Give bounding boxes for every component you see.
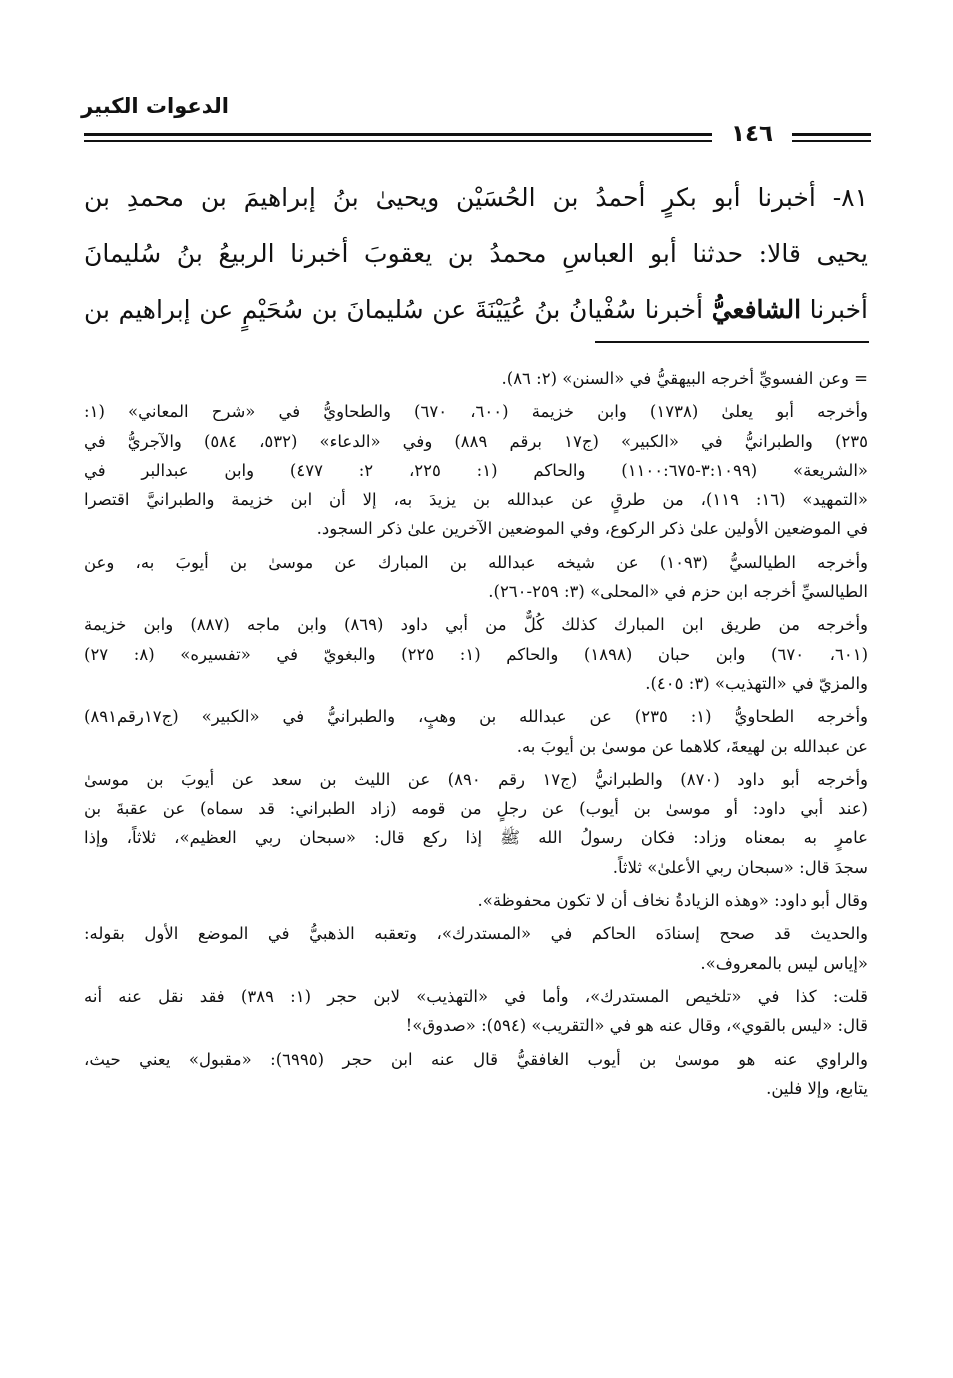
footnote-line: «الشريعة» (٣:١٠٩٩-١١٠٠:٦٧٥) والحاكم (١: ٢٢٥، ٢: ٤٧٧) وابن عبدالبر في bbox=[84, 460, 868, 480]
footnote-line: في الموضعين الأولين علىٰ ذكر الركوع، وفي الموضعين الآخرين علىٰ ذكر السجود. bbox=[316, 519, 868, 539]
footnote-paragraph bbox=[84, 765, 868, 882]
shafii-bold-name: الشافعيُّ bbox=[711, 295, 802, 324]
footnote-line: وقال أبو داود: «وهذه الزيادةُ نخاف أن لا تكون محفوظة». bbox=[477, 891, 868, 911]
footnote-separator bbox=[595, 341, 869, 343]
footnote-line: يتابع، وإلا فلين. bbox=[766, 1078, 868, 1098]
footnote-line: وأخرجه الطيالسيُّ (١٠٩٣) عن شيخه عبدالله بن المبارك عن موسىٰ بن أيوبَ به، وعن bbox=[84, 552, 868, 572]
footnote-line: ٢٣٥) والطبرانيُّ في «الكبير» (ج١٧ برقم ٨٨٩) وفي «الدعاء» (٥٣٢، ٥٨٤) والآجريُّ في bbox=[84, 431, 868, 451]
footnote-line: وأخرجه أبو يعلىٰ (١٧٣٨) وابن خزيمة (٦٠٠، ٦٧٠) والطحاويُّ في «شرح المعاني» (١: bbox=[84, 402, 868, 422]
footnote-line: الطيالسيِّ أخرجه ابن حزم في «المحلى» (٣: ٢٥٩-٢٦٠). bbox=[488, 582, 868, 602]
header-rule-long-bottom bbox=[84, 140, 712, 142]
footnotes bbox=[84, 364, 868, 1107]
footnote-line: سجدَ قال: «سبحان ربي الأعلىٰ» ثلاثاً. bbox=[612, 857, 868, 877]
footnote-line: قال: «ليس بالقوي»، وقال عنه هو في «التقريب» (٥٩٤): «صدوق»! bbox=[405, 1016, 868, 1036]
footnote-paragraph bbox=[84, 548, 868, 607]
footnote-line: عامرٍ به بمعناه وزاد: فكان رسولُ الله ﷺ إذا ركع قال: «سبحان ربي العظيم»، ثلاثاً، وإذا bbox=[84, 828, 868, 848]
footnote-paragraph bbox=[84, 1045, 868, 1104]
footnote-line: والحديث قد صحح إسنادَه الحاكم في «المستدرك»، وتعقبه الذهبيُّ في الموضع الأول بقوله: bbox=[84, 924, 868, 944]
footnote-line: وأخرجه الطحاويُّ (١: ٢٣٥) عن عبدالله بن وهبٍ، والطبرانيُّ في «الكبير» (ج١٧رقم٨٩١) bbox=[84, 707, 868, 727]
header-rule-short-top bbox=[792, 133, 871, 136]
main-line-1: ٨١- أخبرنا أبو بكرٍ أحمدُ بن الحُسَيْن ويحيىٰ بنُ إبراهيمَ بن محمدِ بن bbox=[84, 183, 868, 212]
running-title: الدعوات الكبير bbox=[81, 94, 229, 118]
footnote-line: والراوي عنه هو موسىٰ بن أيوب الغافقيُّ قال عنه ابن حجر (٦٩٩٥): «مقبول» يعني حيث، bbox=[84, 1049, 868, 1069]
footnote-line: قلت: كذا في «تلخيص المستدرك»، وأما في «التهذيب» لابن حجر (١: ٣٨٩) فقد نقل عنه أنه bbox=[84, 986, 868, 1006]
footnote-line: «التمهيد» (١٦: ١١٩)، من طرقٍ عن عبدالله بن يزيدَ به، إلا أن ابن خزيمة والطبرانيَّ اقتصرا bbox=[84, 490, 868, 510]
footnote-line: والمزيّ في «التهذيب» (٣: ٤٠٥). bbox=[645, 673, 868, 693]
main-line-3-start: أخبرنا bbox=[801, 295, 868, 324]
footnote-line: وأخرجه أبو داود (٨٧٠) والطبرانيُّ (ج١٧ رقم ٨٩٠) عن الليث بن سعد عن أيوبَ بن موسىٰ bbox=[84, 769, 868, 789]
footnote-paragraph bbox=[84, 982, 868, 1041]
main-line-3-end: أخبرنا سُفْيانُ بنُ عُيَيْنَةَ عن سُليمانَ بن سُحَيْمٍ عن إبراهيم بن bbox=[84, 295, 712, 324]
footnote-paragraph bbox=[84, 919, 868, 978]
footnote-paragraph bbox=[84, 610, 868, 698]
footnote-paragraph bbox=[84, 397, 868, 543]
main-line-3 bbox=[84, 282, 868, 338]
page-number: ١٤٦ bbox=[730, 121, 774, 147]
main-text bbox=[84, 170, 868, 338]
footnote-line: وأخرجه من طريق ابن المبارك كذلك كُلٌّ من أبي داود (٨٦٩) وابن ماجه (٨٨٧) وابن خزيمة bbox=[84, 615, 868, 635]
main-line-2: يحيى قالا: حدثنا أبو العباسِ محمدُ بن يعقوبَ أخبرنا الربيعُ بنُ سُليمانَ bbox=[84, 239, 868, 268]
footnote-line: عن عبدالله بن لهيعةَ، كلاهما عن موسىٰ بن أيوبَ به. bbox=[516, 736, 868, 756]
footnote-paragraph bbox=[84, 702, 868, 761]
header-rule-short-bottom bbox=[792, 140, 871, 142]
footnote-line: = وعن الفسويِّ أخرجه البيهقيُّ في «السنن» (٢: ٨٦). bbox=[501, 369, 868, 388]
footnote-paragraph bbox=[84, 886, 868, 915]
footnote-line: (عند أبي داود: أو موسىٰ بن أيوب) عن رجلٍ من قومه (زاد الطبراني: قد سماه) عن عقبةَ بن bbox=[84, 799, 868, 819]
footnote-line: «إياس ليس بالمعروف». bbox=[700, 953, 868, 973]
header-rule-long-top bbox=[84, 133, 712, 136]
footnote-line: (٦٠١، ٦٧٠) وابن حبان (١٨٩٨) والحاكم (١: ٢٢٥) والبغويّ في «تفسيره» (٨: ٢٧) bbox=[84, 644, 868, 664]
footnote-paragraph bbox=[84, 364, 868, 393]
